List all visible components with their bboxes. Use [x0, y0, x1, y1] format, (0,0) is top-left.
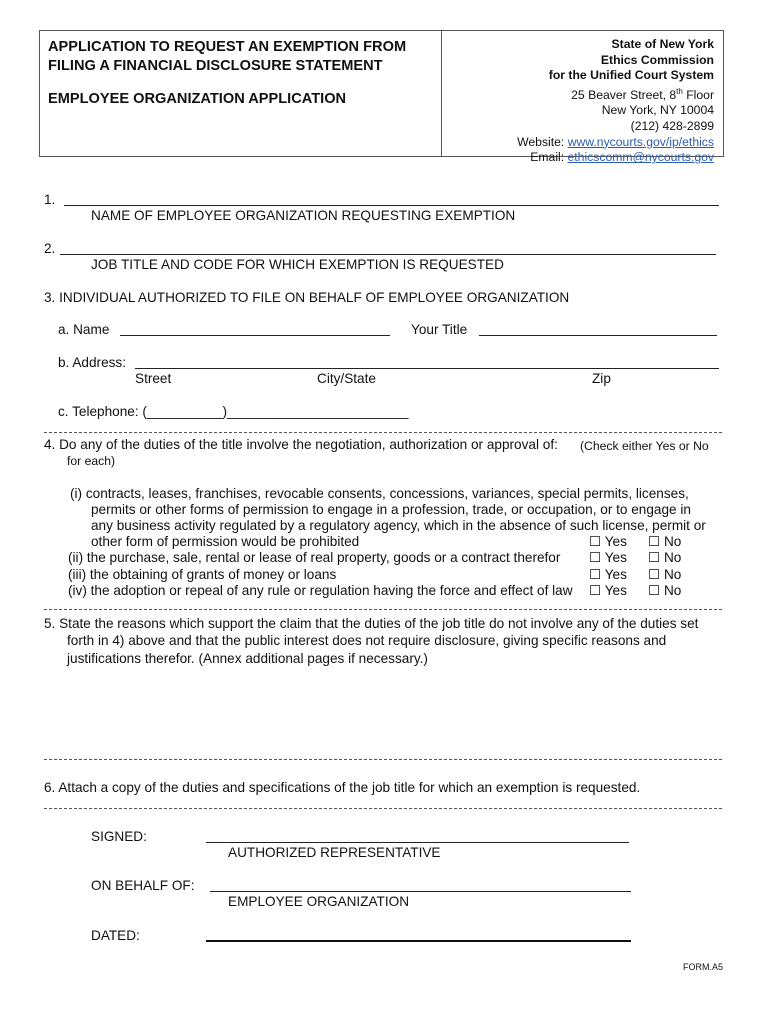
signed-caption: AUTHORIZED REPRESENTATIVE: [228, 845, 441, 860]
agency-website-row: [517, 135, 714, 151]
q4-item-i-line2: permits or other forms of permission to engage in a profession, trade, or occupation, or to engage in: [91, 502, 691, 517]
q5-line2: forth in 4) above and that the public interest does not require disclosure, giving specific reasons and: [67, 633, 667, 648]
agency-name-line2: Ethics Commission: [600, 52, 714, 67]
q2-caption: JOB TITLE AND CODE FOR WHICH EXEMPTION IS REQUESTED: [91, 257, 504, 272]
separator-3: [44, 759, 722, 760]
q3-address-label: b. Address:: [58, 355, 127, 370]
q4-i-yes-checkbox[interactable]: ☐ Yes: [589, 534, 627, 549]
form-title: [48, 38, 406, 76]
q4-ii-yes-checkbox[interactable]: ☐ Yes: [589, 550, 627, 565]
q3-zip-caption: Zip: [592, 371, 611, 386]
agency-email-row: [517, 150, 714, 166]
behalf-field[interactable]: [210, 891, 631, 892]
q5-line1: 5. State the reasons which support the claim that the duties of the job title do not involve any of the duties set: [44, 616, 699, 631]
q5-line3: justifications therefor. (Annex additional pages if necessary.): [67, 651, 428, 666]
agency-street: [517, 84, 714, 104]
q4-i-no-checkbox[interactable]: ☐ No: [648, 534, 682, 549]
q4-item-i-line1: (i) contracts, leases, franchises, revocable consents, concessions, variances, special permits, licenses,: [70, 486, 689, 501]
q1-field[interactable]: [64, 205, 719, 206]
q3-street-caption: Street: [135, 371, 172, 386]
q4-ii-no-checkbox[interactable]: ☐ No: [648, 550, 682, 565]
q4-instruction-b: for each): [67, 454, 116, 468]
q3-name-field[interactable]: [120, 335, 390, 336]
q4-item-iii: (iii) the obtaining of grants of money or loans: [68, 567, 337, 582]
q4-item-i-line4: other form of permission would be prohibited: [91, 534, 360, 549]
agency-name-line1: State of New York: [611, 37, 714, 51]
website-label: Website:: [517, 134, 568, 149]
q2-field[interactable]: [60, 254, 716, 255]
q1-number: 1.: [44, 192, 56, 207]
q3-title-label: Your Title: [411, 322, 468, 337]
agency-name-line3: for the Unified Court System: [548, 68, 714, 83]
q4-iii-yes-checkbox[interactable]: ☐ Yes: [589, 567, 627, 582]
website-link[interactable]: www.nycourts.gov/ip/ethics: [567, 134, 714, 149]
q4-iv-no-checkbox[interactable]: ☐ No: [648, 583, 682, 598]
header-divider: [441, 30, 442, 157]
form-title-line1: APPLICATION TO REQUEST AN EXEMPTION FROM: [48, 39, 407, 55]
agency-city: New York, NY 10004: [601, 103, 714, 118]
agency-street-text: 25 Beaver Street, 8: [571, 87, 677, 102]
agency-street-sup: th: [676, 86, 683, 96]
q3-telephone-field[interactable]: c. Telephone: (__________)________________________: [58, 404, 409, 419]
signed-field[interactable]: [206, 842, 629, 843]
dated-label: DATED:: [91, 928, 140, 943]
q2-number: 2.: [44, 241, 56, 256]
q3-name-label: a. Name: [58, 322, 110, 337]
q3-city-caption: City/State: [317, 371, 376, 386]
separator-4: [44, 808, 722, 809]
q4-item-ii: (ii) the purchase, sale, rental or lease of real property, goods or a contract therefor: [68, 550, 561, 565]
signed-label: SIGNED:: [91, 829, 147, 844]
q4-item-iv: (iv) the adoption or repeal of any rule or regulation having the force and effect of law: [68, 583, 573, 598]
q4-iv-yes-checkbox[interactable]: ☐ Yes: [589, 583, 627, 598]
form-id: FORM.A5: [683, 962, 724, 972]
agency-phone: (212) 428-2899: [630, 119, 714, 134]
q6-text: 6. Attach a copy of the duties and specifications of the job title for which an exemption is requested.: [44, 780, 641, 795]
email-link[interactable]: ethicscomm@nycourts.gov: [567, 150, 714, 165]
email-label: Email:: [530, 150, 568, 165]
behalf-label: ON BEHALF OF:: [91, 878, 195, 893]
agency-block: [517, 37, 714, 166]
q3-address-field[interactable]: [135, 368, 719, 369]
behalf-caption: EMPLOYEE ORGANIZATION: [228, 894, 410, 909]
form-title-line2: FILING A FINANCIAL DISCLOSURE STATEMENT: [48, 58, 383, 74]
q4-instruction-a: (Check either Yes or No: [580, 439, 709, 453]
agency-street-floor: Floor: [682, 87, 714, 102]
q1-caption: NAME OF EMPLOYEE ORGANIZATION REQUESTING EXEMPTION: [91, 208, 516, 223]
separator-2: [44, 609, 722, 610]
q3-title-field[interactable]: [479, 335, 717, 336]
q4-iii-no-checkbox[interactable]: ☐ No: [648, 567, 682, 582]
form-subtitle: EMPLOYEE ORGANIZATION APPLICATION: [48, 91, 347, 107]
q3-heading: 3. INDIVIDUAL AUTHORIZED TO FILE ON BEHALF OF EMPLOYEE ORGANIZATION: [44, 290, 570, 305]
q4-heading: 4. Do any of the duties of the title involve the negotiation, authorization or approval of:: [44, 437, 558, 452]
separator-1: [44, 432, 722, 433]
q4-item-i-line3: any business activity regulated by a regulatory agency, which in the absence of such license, permit or: [91, 518, 706, 533]
dated-field[interactable]: [206, 940, 631, 942]
